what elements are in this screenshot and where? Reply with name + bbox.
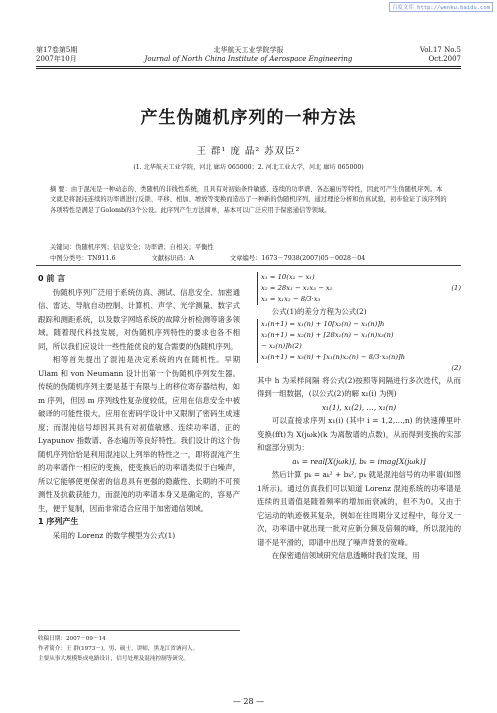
volume: Vol.17 No.5 xyxy=(419,46,461,54)
equation-3: aₖ = real[X(jωk)], bₖ = imag[X(jωk)] xyxy=(292,456,426,466)
eq-number: (1) xyxy=(451,284,461,292)
clc-number: 中图分类号：TN911.6 xyxy=(50,255,116,262)
authors: 王 群¹ 庞 晶² 苏双臣² xyxy=(196,146,301,157)
equation-2 xyxy=(257,319,461,374)
month: Oct.2007 xyxy=(428,55,461,63)
affiliation: (1. 北华航天工业学院，河北 廊坊 065000；2. 河北工业大学，河北 廊坊 065000) xyxy=(133,164,364,171)
eq-number: (2) xyxy=(451,363,461,372)
paragraph: 可以直接求序列 x₁(i) (其中 i = 1,2,…,n) 的快速傅里叶变换(fft)为 X(jωk)(k 为离散谱的点数)，从而得到变换的实部和虚部分别为： xyxy=(257,416,461,452)
journal-cn: 北华航天工业学院学报 xyxy=(213,46,284,54)
eq-line: x₃(n+1) = x₃(n) + [x₁(n)x₂(n) − 8/3·x₃(n)]h xyxy=(261,352,406,361)
paragraph: 其中 h 为采样间隔 将公式(2)按照等间隔进行多次迭代，从而得到一组数据，(以公式(2)的解 x₁(i) 为例) xyxy=(257,375,461,398)
eq-line: x₁(n+1) = x₁(n) + 10[x₂(n) − x₁(n)]h xyxy=(261,319,385,328)
eq-line: x₃ = x₁x₂ − 8/3·x₃ xyxy=(261,295,321,303)
watermark: 百度文库 http://wenku.baidu.com xyxy=(389,2,493,12)
eq-line: x₂(n+1) = x₂(n) + [28x₁(n) − x₁(n)x₃(n) xyxy=(261,330,394,339)
left-column xyxy=(38,272,240,542)
section-heading: 0 前 言 xyxy=(38,274,66,283)
date: 2007年10月 xyxy=(36,55,77,63)
eq-line: x₁ = 10(x₂ − x₁) xyxy=(261,273,315,281)
page-number: — 28 — xyxy=(232,697,265,706)
paragraph: 相等首先提出了混沌是决定系统的内在随机性。早期 Ulam 和 von Neumann 设计出第一个伪随机序列发生器。传统的伪随机序列主要是基于有限与上的移位寄存器结构，如 m 序列，但因 m 序列线性复杂度较低，应用在信息安全中被破译的可能性很大，应用在密码学设计中又限制了密码生成速度；而混沌信号却因其具有对初值敏感、连续功率谱、正的 Lyapunov 指数谱、各态遍历等良好特性。我们设计的这个伪随机序列恰恰是利用混沌以上列举的特性之一，即将混沌产生的功率谱作一相应的变换，使变换后的功率谱类似于白噪声，所以它能够使更保密的信息具有更强的隐蔽性、长期的不可预测性及抗截获能力，而混沌的功率谱本身又是确定的，容易产生，便于复制，因而非常适合应用于加密通信领域。 xyxy=(38,355,240,513)
article-number: 文章编号：1673－7938(2007)05－0028－04 xyxy=(229,255,366,262)
footnote xyxy=(38,630,240,664)
received-date: 收稿日期：2007－09－14 xyxy=(38,636,106,642)
issue: 第17卷第5期 xyxy=(36,46,78,54)
eq-line: − x₂(n)]h(2) xyxy=(261,341,302,350)
eq-line: x₂ = 28x₁ − x₁x₃ − x₂ xyxy=(261,284,333,292)
paragraph: 公式(1)的差分方程为公式(2) xyxy=(271,307,367,316)
classification xyxy=(50,253,447,262)
equation-1 xyxy=(257,272,461,305)
author-research: 主要从事大规模集成电路设计，信号处理及混沌控制等研究。 xyxy=(38,656,190,662)
keywords: 关键词：伪随机序列；信息安全；功率谱；自相关；平衡性 xyxy=(50,244,214,251)
right-column xyxy=(257,272,461,563)
section-rule xyxy=(36,265,461,266)
paragraph: 伪随机序列广泛用于系统仿真、测试、信息安全、加密通信、雷达、导航自动控制、计算机、声学、光学测量、数字式跟踪和测距系统，以及数字网络系统的故障分析检测等诸多领域。随着现代科技发展，对伪随机序列特性的要求也各不相同，所以我们应设计一些性能优良的复合需要的伪随机序列。 xyxy=(38,287,240,351)
sequence: x₁(1), x₁(2), …, x₁(n) xyxy=(321,402,397,412)
paragraph: 采用的 Lorenz 的数学模型为公式(1) xyxy=(52,530,176,540)
paragraph: 在保密通信领域研究信息透晰时我们发现，用 xyxy=(271,551,420,560)
header-rule xyxy=(36,66,461,69)
author-bio: 作者简介：王 群(1973－)，男，硕士，讲师，黑龙江省讷河人。 xyxy=(38,646,199,652)
abstract: 摘 要：由于混沌是一种动态的、类随机的非线性系统，且具有对初始条件敏感、连续的功率谱、各态遍历等特性，因此可产生伪随机序列。本文就是将混沌连续的功率谱进行反锁、平移、相加、增放等变换而造出了一种新的伪随机序列，通过理论分析和仿真试验，初步验证了该序列的各项特性是满足了Golomb的3个公设。此序列产生方法简单，基本可以广泛应用于保密通信等领域。 xyxy=(50,186,447,214)
paragraph: 然后计算 pₖ = aₖ² + bₖ², pₖ 就是混沌信号的功率谱(如图1所示)。通过仿真我们可以知道 Lorenz 混沌系统的功率谱是连续的且谱值是随着频率的增加而衰减的，但不为0。又由于它运动的轨迹极其复杂，例如在往周期分叉过程中，每分叉一次，功率谱中就出现一批对应新分频及倍频的峰，所以混沌的谱不是平滑的，即谱中出现了噪声背景的宽峰。 xyxy=(257,470,461,547)
journal-en: Journal of North China Institute of Aerospace Engineering xyxy=(144,55,353,63)
paper-title: 产生伪随机序列的一种方法 xyxy=(140,108,357,128)
section-heading: 1 序列产生 xyxy=(38,517,79,526)
doc-code: 文献标识码：A xyxy=(151,255,194,262)
